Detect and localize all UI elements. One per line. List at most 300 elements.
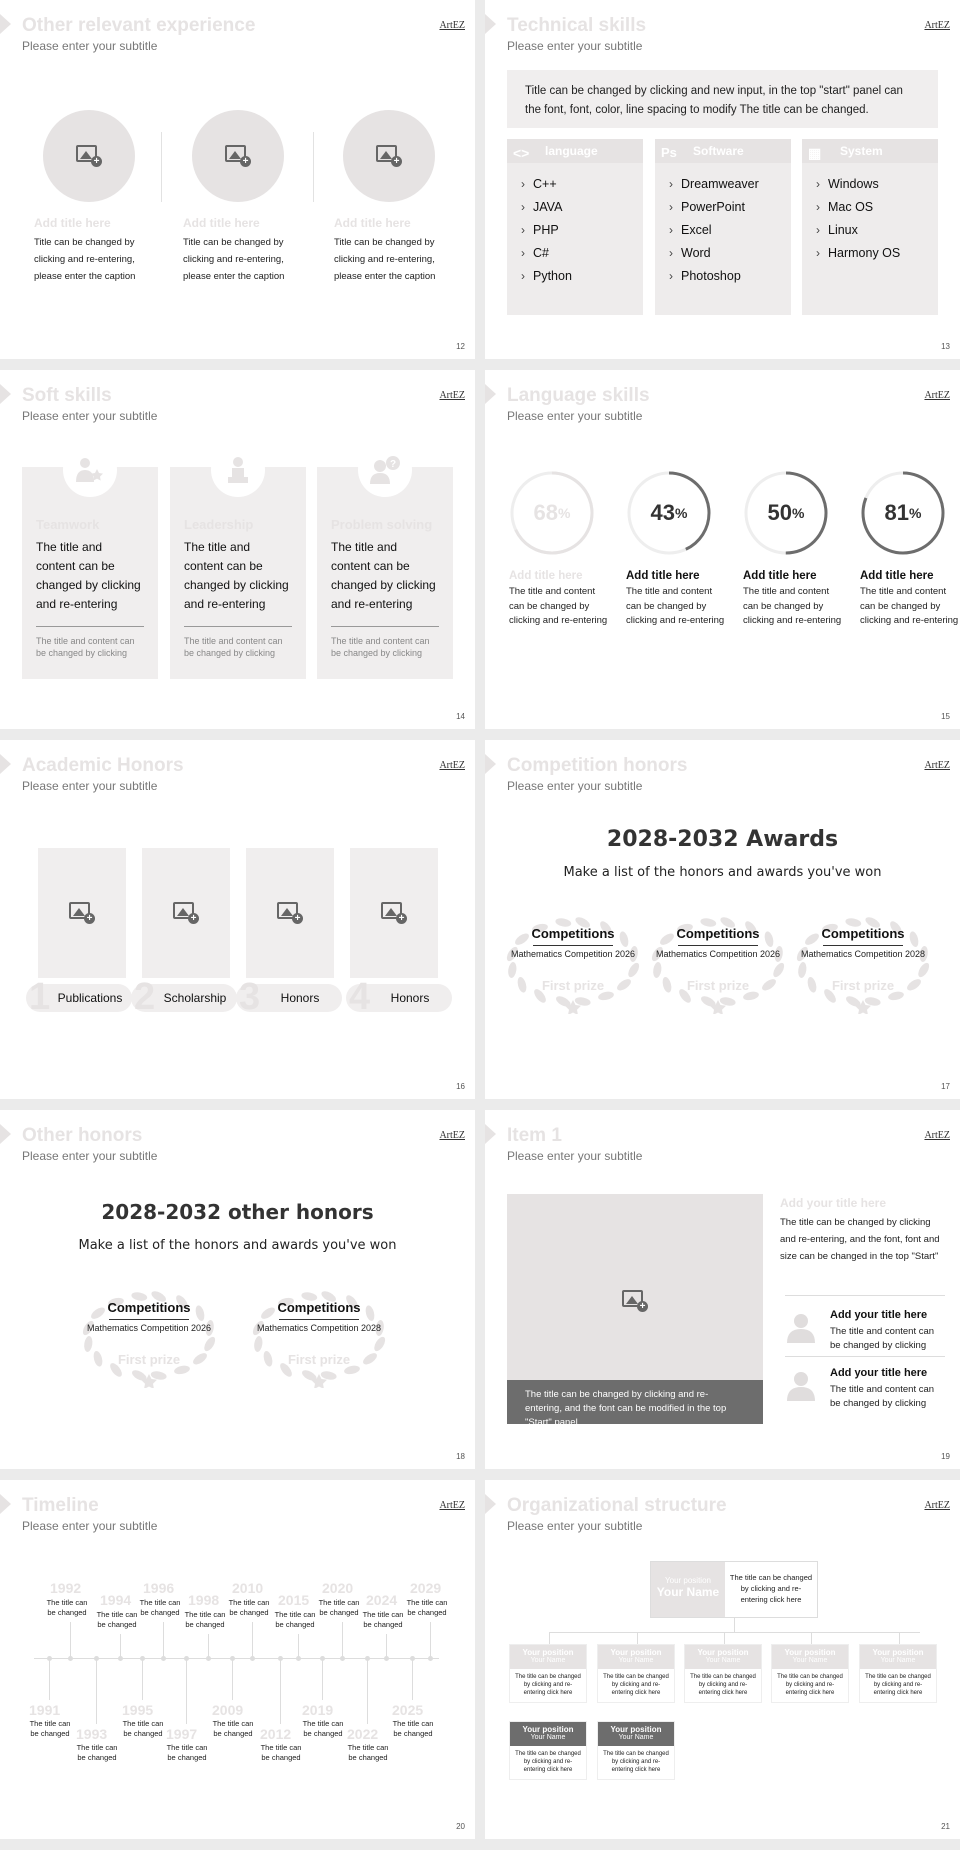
divider <box>331 626 439 627</box>
slide-subtitle: Please enter your subtitle <box>507 409 643 423</box>
list-item: › Windows <box>816 173 938 196</box>
slide-19 <box>485 1110 960 1469</box>
timeline-text: The title can be changed <box>318 1598 360 1617</box>
list-item: › Python <box>521 265 643 288</box>
honors-subheading: Make a list of the honors and awards you've won <box>78 1238 397 1253</box>
connector-line <box>724 1632 725 1644</box>
timeline-dot <box>94 1656 99 1661</box>
slide-subtitle: Please enter your subtitle <box>507 1149 643 1163</box>
experience-item <box>334 110 464 285</box>
card-text: The title can be changed by clicking and re-entering click here <box>515 1674 581 1696</box>
connector-line <box>734 1618 735 1632</box>
slide-subtitle: Please enter your subtitle <box>22 1519 158 1533</box>
skill-column-software <box>655 139 791 315</box>
timeline-year: 2020 <box>322 1580 354 1596</box>
item-text: The title and content can be changed by clicking and re-entering <box>509 586 608 626</box>
list-item: › PHP <box>521 219 643 242</box>
card-title: Problem solving <box>331 517 433 532</box>
timeline-stem <box>322 1660 323 1700</box>
connector-line <box>549 1632 920 1633</box>
list-item: › JAVA <box>521 196 643 219</box>
divider <box>785 1356 945 1357</box>
timeline-dot <box>68 1656 73 1661</box>
award-wreath <box>249 1290 389 1388</box>
timeline-stem <box>186 1660 187 1724</box>
timeline-stem <box>298 1634 299 1658</box>
logo: ArtEZ <box>924 1130 950 1141</box>
position-label: Your position <box>610 1725 662 1734</box>
timeline-dot <box>320 1656 325 1661</box>
item-title: Add title here <box>860 570 934 582</box>
timeline-year: 2009 <box>212 1702 244 1718</box>
timeline-text: The title can be changed <box>139 1598 181 1617</box>
connector-line <box>899 1632 900 1644</box>
slide-title: Language skills <box>507 385 650 406</box>
honor-pill <box>131 976 237 1018</box>
item-title: Add title here <box>34 216 111 230</box>
name-label: Your Name <box>530 1657 566 1664</box>
timeline-text: The title can be changed <box>166 1743 208 1762</box>
windows-icon: ▦ <box>808 145 822 161</box>
info-row <box>785 1307 950 1357</box>
honors-heading: 2028-2032 Awards <box>606 827 839 852</box>
info-row <box>785 1365 950 1415</box>
name-label: Your Name <box>880 1657 916 1664</box>
slide-title: Academic Honors <box>22 755 184 776</box>
image-add-icon: + <box>277 902 303 924</box>
row-text: The title and content can be changed by clicking <box>830 1384 935 1409</box>
timeline-stem <box>430 1622 431 1658</box>
percent-sign: % <box>675 505 688 521</box>
name-label: Your Name <box>530 1734 566 1741</box>
teamwork-icon <box>63 443 117 497</box>
timeline-stem <box>142 1660 143 1700</box>
award-text: Mathematics Competition 2026 <box>86 1323 212 1333</box>
divider <box>313 132 314 202</box>
timeline-text: The title can be changed <box>347 1743 389 1762</box>
image-add-icon: + <box>376 145 402 167</box>
org-card <box>509 1721 587 1780</box>
award-title: Competitions <box>531 926 615 941</box>
side-title: Add your title here <box>780 1196 887 1210</box>
percent-sign: % <box>558 505 571 521</box>
row-title: Add your title here <box>830 1309 928 1321</box>
page-number: 21 <box>941 1822 950 1831</box>
org-card <box>597 1644 675 1703</box>
connector-line <box>811 1632 812 1644</box>
list-item: › Dreamweaver <box>669 173 791 196</box>
award-title: Competitions <box>821 926 905 941</box>
timeline-dot <box>340 1656 345 1661</box>
slide-15 <box>485 370 960 729</box>
logo: ArtEZ <box>439 760 465 771</box>
percent-sign: % <box>792 505 805 521</box>
image-add-icon: + <box>173 902 199 924</box>
honor-label: Scholarship <box>163 991 227 1005</box>
card-note: The title and content can be changed by clicking <box>331 636 430 658</box>
award-title: Competitions <box>107 1300 191 1315</box>
award-prize: First prize <box>117 1352 181 1367</box>
timeline-dot <box>118 1656 123 1661</box>
divider <box>36 626 144 627</box>
card-text: The title can be changed by clicking and re-entering click here <box>865 1674 931 1696</box>
position-label: Your position <box>784 1648 836 1657</box>
slide-title: Technical skills <box>507 15 647 36</box>
divider <box>785 1295 945 1296</box>
connector-line <box>637 1632 638 1644</box>
logo: ArtEZ <box>439 20 465 31</box>
honor-number: 3 <box>239 976 261 1018</box>
title-marker <box>485 1124 496 1144</box>
timeline-text: The title can be changed <box>302 1719 344 1738</box>
list-item: › Mac OS <box>816 196 938 219</box>
photoshop-icon: Ps <box>661 145 677 160</box>
honor-number: 2 <box>134 976 156 1018</box>
timeline-dot <box>296 1656 301 1661</box>
timeline-text: The title can be changed <box>76 1743 118 1762</box>
slide-title: Other relevant experience <box>22 15 256 36</box>
card-text: The title can be changed by clicking and re-entering click here <box>603 1751 669 1773</box>
name-label: Your Name <box>618 1657 654 1664</box>
image-add-icon: + <box>622 1290 648 1312</box>
image-placeholder[interactable] <box>43 110 135 202</box>
award-text: Mathematics Competition 2028 <box>256 1323 382 1333</box>
item-text: The title and content can be changed by clicking and re-entering <box>743 586 842 626</box>
slide-title: Soft skills <box>22 385 112 406</box>
timeline-year: 1993 <box>76 1726 108 1742</box>
org-card <box>859 1644 937 1703</box>
org-card <box>509 1644 587 1703</box>
image-placeholder[interactable] <box>192 110 284 202</box>
honor-pill <box>346 976 452 1018</box>
award-wreath <box>503 916 643 1014</box>
slide-13 <box>485 0 960 359</box>
position-label: Your position <box>872 1648 924 1657</box>
timeline-year: 2025 <box>392 1702 424 1718</box>
award-wreath <box>793 916 933 1014</box>
card-text: The title and content can be changed by clicking and re-entering <box>184 540 289 611</box>
page-number: 16 <box>456 1082 465 1091</box>
title-marker <box>0 14 11 34</box>
timeline-year: 1998 <box>188 1592 220 1608</box>
card-title: Leadership <box>184 517 254 532</box>
title-marker <box>485 754 496 774</box>
slide-subtitle: Please enter your subtitle <box>22 1149 158 1163</box>
timeline-dot <box>410 1656 415 1661</box>
page-number: 17 <box>941 1082 950 1091</box>
timeline-year: 1991 <box>29 1702 61 1718</box>
timeline-text: The title can be changed <box>406 1598 448 1617</box>
progress-ring <box>626 470 712 556</box>
name-label: Your Name <box>705 1657 741 1664</box>
list-item: › Photoshop <box>669 265 791 288</box>
card-text: The title can be changed by clicking and re-entering click here <box>603 1674 669 1696</box>
timeline-dot <box>428 1656 433 1661</box>
timeline-text: The title can be changed <box>392 1719 434 1738</box>
award-title: Competitions <box>676 926 760 941</box>
position-label: Your position <box>522 1648 574 1657</box>
timeline-stem <box>163 1622 164 1658</box>
honor-label: Publications <box>57 991 123 1005</box>
award-prize: First prize <box>541 978 605 993</box>
position-label: Your position <box>610 1648 662 1657</box>
award-text: Mathematics Competition 2028 <box>800 949 926 959</box>
progress-ring <box>743 470 829 556</box>
title-marker <box>0 384 11 404</box>
slide-17 <box>485 740 960 1099</box>
slide-20 <box>0 1480 475 1839</box>
timeline-year: 1997 <box>166 1726 198 1742</box>
timeline-stem <box>120 1634 121 1658</box>
item-text: The title and content can be changed by clicking and re-entering <box>860 586 959 626</box>
timeline-year: 1994 <box>100 1592 132 1608</box>
item-title: Add title here <box>626 570 700 582</box>
timeline-year: 2024 <box>366 1592 398 1608</box>
name-label: Your Name <box>656 1585 720 1599</box>
slide-subtitle: Please enter your subtitle <box>22 39 158 53</box>
logo: ArtEZ <box>924 760 950 771</box>
timeline-year: 2019 <box>302 1702 334 1718</box>
timeline-year: 2022 <box>347 1726 379 1742</box>
title-marker <box>485 14 496 34</box>
timeline-year: 2010 <box>232 1580 264 1596</box>
timeline-stem <box>412 1660 413 1700</box>
intro-text: Title can be changed by clicking and new input, in the top "start" panel can the font, font, color, line spacing to modify The title can be changed. <box>507 70 938 128</box>
divider <box>161 132 162 202</box>
timeline-stem <box>252 1622 253 1658</box>
divider <box>184 626 292 627</box>
card-note: The title and content can be changed by clicking <box>36 636 135 658</box>
timeline-dot <box>206 1656 211 1661</box>
timeline-dot <box>161 1656 166 1661</box>
honor-number: 4 <box>349 976 371 1018</box>
page-number: 18 <box>456 1452 465 1461</box>
slide-title: Competition honors <box>507 755 688 776</box>
skill-list <box>655 163 791 288</box>
skill-card <box>22 467 158 679</box>
list-item: › C++ <box>521 173 643 196</box>
page-number: 12 <box>456 342 465 351</box>
timeline-text: The title can be changed <box>362 1610 404 1629</box>
timeline-text: The title can be changed <box>260 1743 302 1762</box>
column-head: language <box>545 144 598 158</box>
timeline-dot <box>140 1656 145 1661</box>
timeline-year: 2012 <box>260 1726 292 1742</box>
skill-card <box>170 467 306 679</box>
slide-subtitle: Please enter your subtitle <box>507 39 643 53</box>
timeline-text: The title can be changed <box>96 1610 138 1629</box>
image-placeholder[interactable] <box>343 110 435 202</box>
org-card <box>684 1644 762 1703</box>
award-wreath <box>648 916 788 1014</box>
logo: ArtEZ <box>439 1130 465 1141</box>
timeline-text: The title can be changed <box>228 1598 270 1617</box>
name-label: Your Name <box>792 1657 828 1664</box>
logo: ArtEZ <box>924 20 950 31</box>
honor-label: Honors <box>390 991 430 1005</box>
experience-item <box>183 110 313 285</box>
logo: ArtEZ <box>439 1500 465 1511</box>
progress-value: 81 <box>884 500 910 525</box>
timeline-text: The title can be changed <box>46 1598 88 1617</box>
person-icon <box>785 1311 817 1343</box>
honor-pill <box>236 976 342 1018</box>
name-label: Your Name <box>618 1734 654 1741</box>
list-item: › C# <box>521 242 643 265</box>
timeline-text: The title can be changed <box>29 1719 71 1738</box>
slide-subtitle: Please enter your subtitle <box>507 779 643 793</box>
position-label: Your position <box>697 1648 749 1657</box>
page-number: 20 <box>456 1822 465 1831</box>
slide-18 <box>0 1110 475 1469</box>
column-head: System <box>840 144 883 158</box>
slide-subtitle: Please enter your subtitle <box>507 1519 643 1533</box>
skill-column-system <box>802 139 938 315</box>
slide-title: Other honors <box>22 1125 143 1146</box>
item-title: Add title here <box>509 570 583 582</box>
honor-pill <box>26 976 132 1018</box>
slide-title: Timeline <box>22 1495 99 1516</box>
connector-line <box>549 1632 550 1644</box>
slide-title: Item 1 <box>507 1125 562 1146</box>
slide-14 <box>0 370 475 729</box>
image-placeholder[interactable] <box>507 1194 763 1428</box>
title-marker <box>0 1494 11 1514</box>
title-marker <box>485 1494 496 1514</box>
slide-21 <box>485 1480 960 1839</box>
card-text: The title can be changed by clicking and re-entering click here <box>690 1674 756 1696</box>
award-prize: First prize <box>287 1352 351 1367</box>
image-caption: The title can be changed by clicking and re-entering, and the font can be modified in the top "Start" panel. <box>507 1380 763 1424</box>
card-note: The title and content can be changed by clicking <box>184 636 283 658</box>
timeline-year: 2015 <box>278 1592 310 1608</box>
timeline-year: 2029 <box>410 1580 442 1596</box>
timeline-text: The title can be changed <box>212 1719 254 1738</box>
progress-ring <box>509 470 595 556</box>
page-number: 19 <box>941 1452 950 1461</box>
timeline-stem <box>232 1660 233 1700</box>
timeline-stem <box>342 1622 343 1658</box>
page-number: 15 <box>941 712 950 721</box>
card-text: The title and content can be changed by clicking and re-entering <box>331 540 436 611</box>
slide-subtitle: Please enter your subtitle <box>22 409 158 423</box>
award-title: Competitions <box>277 1300 361 1315</box>
item-text: Title can be changed by clicking and re-entering, please enter the caption <box>183 237 285 282</box>
org-card <box>597 1721 675 1780</box>
image-placeholder[interactable] <box>142 848 230 978</box>
image-placeholder[interactable] <box>350 848 438 978</box>
list-item: › Linux <box>816 219 938 242</box>
timeline-stem <box>367 1660 368 1724</box>
timeline-dot <box>384 1656 389 1661</box>
code-icon: <> <box>513 145 530 161</box>
timeline-year: 1992 <box>50 1580 82 1596</box>
item-title: Add title here <box>334 216 411 230</box>
timeline-dot <box>278 1656 283 1661</box>
timeline-stem <box>96 1660 97 1724</box>
timeline-stem <box>208 1634 209 1658</box>
page-number: 13 <box>941 342 950 351</box>
honors-subheading: Make a list of the honors and awards you've won <box>563 865 882 880</box>
timeline-text: The title can be changed <box>274 1610 316 1629</box>
timeline-dot <box>47 1656 52 1661</box>
progress-ring <box>860 470 946 556</box>
item-title: Add title here <box>183 216 260 230</box>
progress-value: 43 <box>650 500 676 525</box>
language-item <box>509 470 609 629</box>
skill-list <box>802 163 938 265</box>
title-marker <box>0 1124 11 1144</box>
problem-solving-icon <box>358 443 412 497</box>
skill-card <box>317 467 453 679</box>
card-text: The title can be changed by clicking and re-entering click here <box>515 1751 581 1773</box>
image-placeholder[interactable] <box>246 848 334 978</box>
slide-subtitle: Please enter your subtitle <box>22 779 158 793</box>
list-item: › Excel <box>669 219 791 242</box>
slide-12 <box>0 0 475 359</box>
list-item: › Word <box>669 242 791 265</box>
column-head: Software <box>693 144 744 158</box>
progress-value: 68 <box>533 500 559 525</box>
item-text: Title can be changed by clicking and re-entering, please enter the caption <box>334 237 436 282</box>
row-text: The title and content can be changed by clicking <box>830 1326 935 1351</box>
skill-list <box>507 163 643 288</box>
award-wreath <box>79 1290 219 1388</box>
honors-heading: 2028-2032 other honors <box>101 1200 374 1224</box>
card-text: The title can be changed by clicking and re-entering click here <box>777 1674 843 1696</box>
timeline-stem <box>280 1660 281 1724</box>
honor-label: Honors <box>280 991 320 1005</box>
list-item: › Harmony OS <box>816 242 938 265</box>
timeline-dot <box>365 1656 370 1661</box>
title-marker <box>0 754 11 774</box>
timeline-dot <box>250 1656 255 1661</box>
logo: ArtEZ <box>924 1500 950 1511</box>
timeline-text: The title can be changed <box>184 1610 226 1629</box>
timeline-year: 1996 <box>143 1580 175 1596</box>
progress-value: 50 <box>767 500 793 525</box>
list-item: › PowerPoint <box>669 196 791 219</box>
position-label: Your position <box>665 1576 711 1585</box>
logo: ArtEZ <box>924 390 950 401</box>
slide-16 <box>0 740 475 1099</box>
org-top-card <box>650 1561 818 1618</box>
card-title: Teamwork <box>36 517 100 532</box>
person-icon <box>785 1369 817 1401</box>
timeline-dot <box>184 1656 189 1661</box>
leadership-icon <box>211 443 265 497</box>
award-prize: First prize <box>686 978 750 993</box>
slide-title: Organizational structure <box>507 1495 727 1516</box>
title-marker <box>485 384 496 404</box>
honor-number: 1 <box>29 976 51 1018</box>
row-title: Add your title here <box>830 1367 928 1379</box>
image-add-icon: + <box>69 902 95 924</box>
org-card <box>771 1644 849 1703</box>
timeline-stem <box>49 1660 50 1700</box>
image-add-icon: + <box>76 145 102 167</box>
percent-sign: % <box>909 505 922 521</box>
skill-column-language <box>507 139 643 315</box>
item-text: Title can be changed by clicking and re-entering, please enter the caption <box>34 237 136 282</box>
experience-item <box>34 110 164 285</box>
card-text: The title and content can be changed by clicking and re-entering <box>36 540 141 611</box>
image-placeholder[interactable] <box>38 848 126 978</box>
image-add-icon: + <box>225 145 251 167</box>
svg-text:?: ? <box>390 459 397 470</box>
language-item <box>743 470 843 629</box>
image-add-icon: + <box>381 902 407 924</box>
